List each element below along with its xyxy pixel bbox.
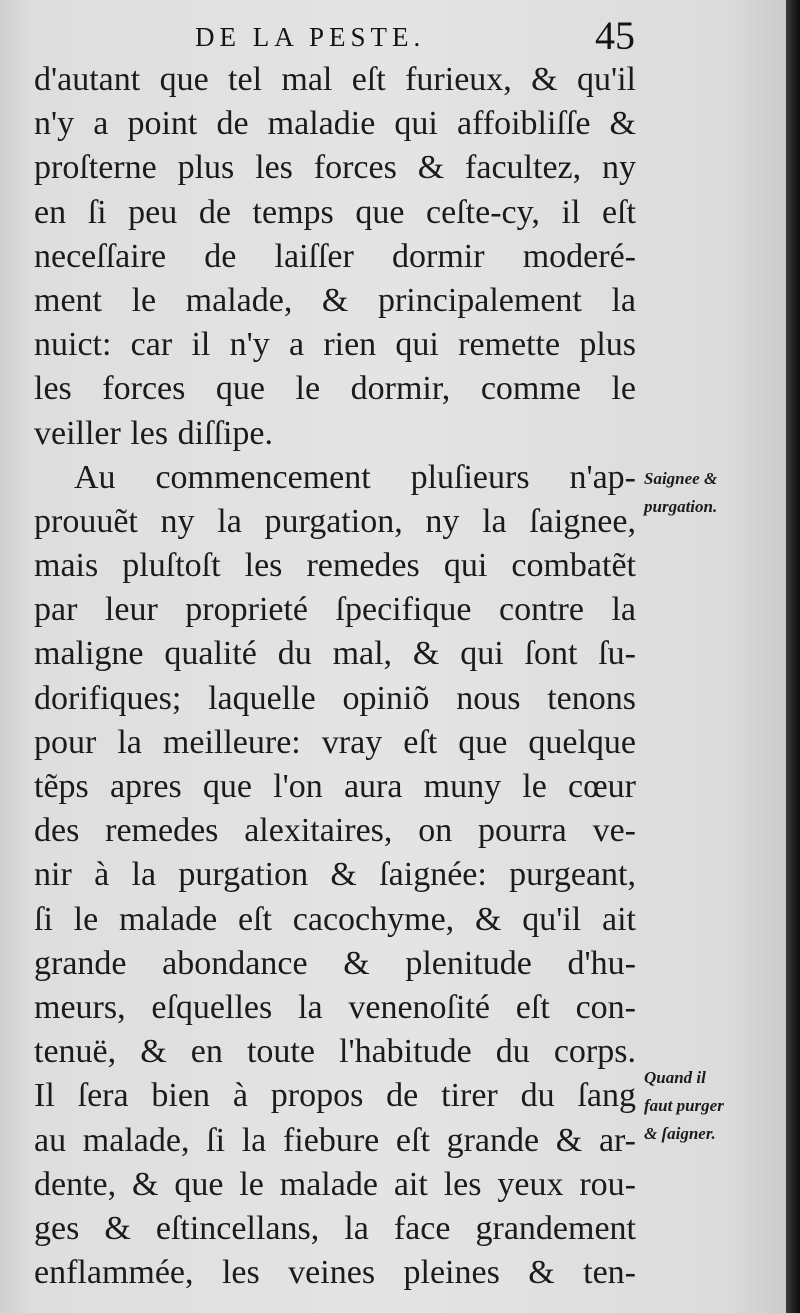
text-line: prouuẽt ny la purgation, ny la ſaignee, — [34, 502, 636, 540]
body-text — [34, 58, 636, 1295]
margin-note-line: purgation. — [644, 497, 718, 516]
margin-note-line: & ſaigner. — [644, 1124, 716, 1143]
margin-note-quand — [644, 1064, 780, 1148]
text-line: dorifiques; laquelle opiniõ nous tenons — [34, 679, 636, 717]
text-line: nuict: car il n'y a rien qui remette plus — [34, 326, 636, 364]
margin-note-line: Saignee & — [644, 469, 718, 488]
page-number: 45 — [595, 13, 635, 58]
text-line: neceſſaire de laiſſer dormir moderé- — [34, 237, 636, 275]
text-line: dente, & que le malade ait les yeux rou- — [34, 1165, 636, 1203]
text-line: d'autant que tel mal eſt furieux, & qu'il — [34, 61, 636, 98]
text-line: tẽps apres que l'on aura muny le cœur — [34, 768, 636, 805]
text-line: grande abondance & plenitude d'hu- — [34, 944, 636, 982]
margin-note-line: Quand il — [644, 1068, 706, 1087]
text-line: proſterne plus les forces & facultez, ny — [34, 149, 636, 187]
text-line: Il ſera bien à propos de tirer du ſang — [34, 1077, 636, 1115]
text-line: veiller les diſſipe. — [34, 414, 273, 452]
text-line: tenuë, & en toute l'habitude du corps. — [34, 1033, 636, 1071]
text-line: des remedes alexitaires, on pourra ve- — [34, 812, 636, 850]
text-line: au malade, ſi la fiebure eſt grande & ar- — [34, 1121, 636, 1159]
text-line: enflammée, les veines pleines & ten- — [34, 1254, 636, 1292]
text-line: n'y a point de maladie qui affoibliſſe & — [34, 105, 636, 143]
text-line: mais pluſtoſt les remedes qui combatẽt — [34, 547, 636, 585]
text-line: ges & eſtincellans, la face grandement — [34, 1209, 636, 1247]
text-line: meurs, eſquelles la venenoſité eſt con- — [34, 988, 636, 1026]
text-line: maligne qualité du mal, & qui ſont ſu- — [34, 635, 636, 673]
text-line: ſi le malade eſt cacochyme, & qu'il ait — [34, 900, 636, 938]
running-head: DE LA PESTE. — [195, 22, 426, 52]
text-line: nir à la purgation & ſaignée: purgeant, — [34, 856, 636, 894]
text-line: par leur proprieté ſpecifique contre la — [34, 591, 636, 629]
text-line: pour la meilleure: vray eſt que quelque — [34, 723, 636, 761]
text-line: Au commencement pluſieurs n'ap- — [74, 458, 636, 496]
text-line: en ſi peu de temps que ceſte-cy, il eſt — [34, 193, 636, 231]
page-edge-shadow — [786, 0, 800, 1313]
page-header — [195, 12, 635, 58]
text-line: les forces que le dormir, comme le — [34, 370, 636, 408]
margin-note-saignee — [644, 465, 780, 521]
margin-note-line: faut purger — [644, 1096, 724, 1115]
text-line: ment le malade, & principalement la — [34, 281, 636, 319]
